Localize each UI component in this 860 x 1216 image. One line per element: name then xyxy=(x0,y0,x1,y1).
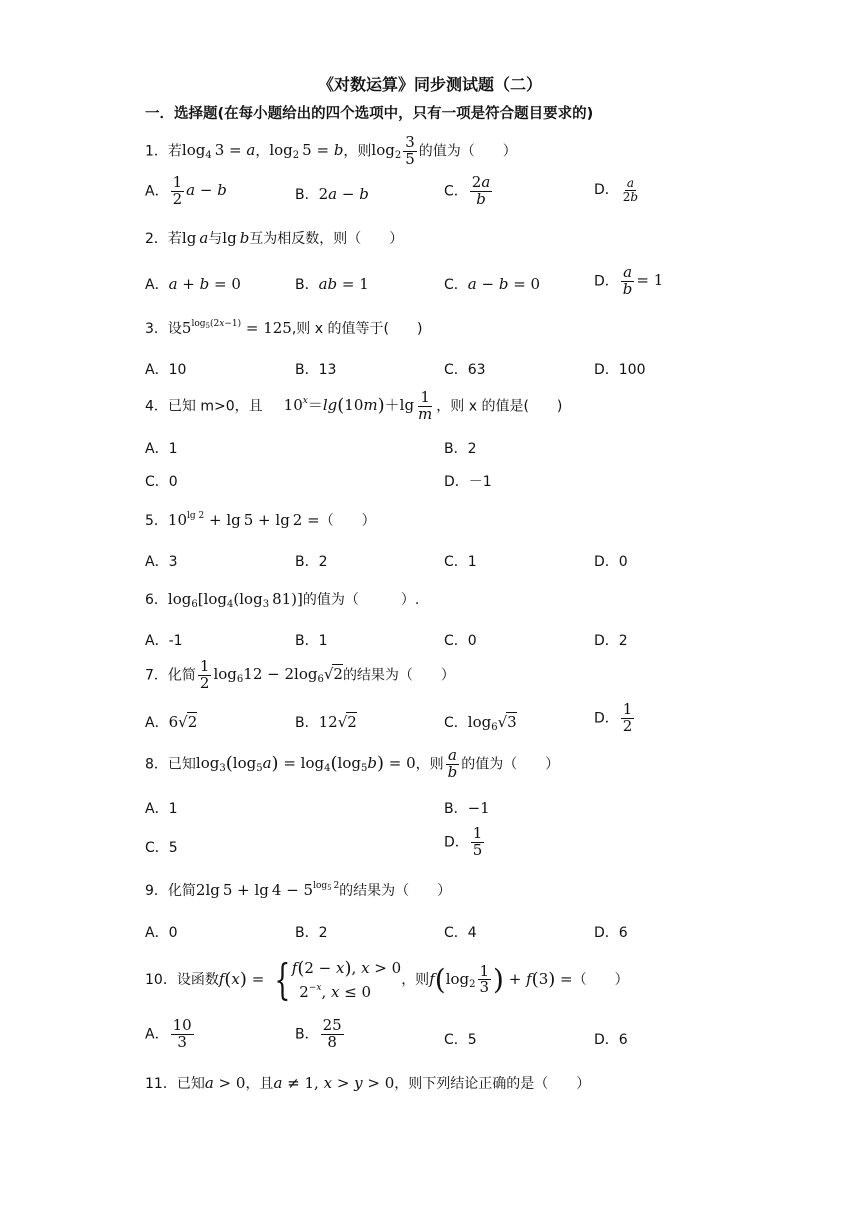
option-c: C． $\frac{2a}{b}$ xyxy=(444,173,491,208)
option-a: A．1 xyxy=(145,801,178,817)
option-b: B．1 xyxy=(295,633,328,649)
question-8: 8．已知$\log_3(\log_5a) = \log_4(\log_5b) = 0$，则 $\frac{a}{b}$ 的值为（ ） xyxy=(145,746,560,781)
option-b: B．12√2 xyxy=(295,713,357,731)
option-c: C．0 xyxy=(444,633,477,649)
option-b: B．2 xyxy=(444,441,477,457)
page-title: 《对数运算》同步测试题（二） xyxy=(317,75,542,94)
option-b: B．13 xyxy=(295,362,337,378)
question-1: 1．若$\log_4 3 = a$，$\log_2 5 = b$，则$\log_2$ $\frac{3}{5}$ 的值为（ ） xyxy=(145,133,517,168)
option-c: C．5 xyxy=(444,1032,477,1048)
question-number: 1． xyxy=(145,143,168,160)
option-a: A．10 xyxy=(145,362,187,378)
option-b: B．2 xyxy=(295,925,328,941)
option-c: C．4 xyxy=(444,925,477,941)
option-d: D． $\frac{a}{2b}$ xyxy=(594,176,639,204)
option-d: D．2 xyxy=(594,633,628,649)
option-d: D．100 xyxy=(594,362,646,378)
question-9: 9．化简2lg $5 + \lg 4 - 5^{log_5 2}$的结果为（ ） xyxy=(145,881,452,899)
option-a: A． $\frac{10}{3}$ xyxy=(145,1016,192,1051)
option-d: D．6 xyxy=(594,925,628,941)
question-2: 2．若lg a与lg b互为相反数，则（ ） xyxy=(145,229,404,247)
option-d: D． $\frac{a}{b}$ = 1 xyxy=(594,263,664,298)
option-c: C．$\log_6√3$ xyxy=(444,713,517,733)
option-a: A．1 xyxy=(145,441,178,457)
option-b: B． $\frac{25}{8}$ xyxy=(295,1016,342,1051)
option-d: D．6 xyxy=(594,1032,628,1048)
option-c: C．0 xyxy=(145,474,178,490)
option-b: B．ab = 1 xyxy=(295,275,369,293)
option-b: B．2a − b xyxy=(295,185,369,203)
option-d: D．－1 xyxy=(444,474,492,490)
option-c: C．63 xyxy=(444,362,486,378)
option-d: D． $\frac{1}{5}$ xyxy=(444,824,483,859)
question-11: 11．已知a > 0，且a ≠ 1, x > y > 0，则下列结论正确的是（ ） xyxy=(145,1074,591,1092)
question-5: 5．$10^{lg 2} + \lg 5 + \lg 2$ =（ ） xyxy=(145,511,376,529)
option-a: A．0 xyxy=(145,925,178,941)
option-c: C．1 xyxy=(444,554,477,570)
option-a: A．-1 xyxy=(145,633,183,649)
option-a: A． $\frac{1}{2}$ a − b xyxy=(145,173,227,208)
question-3: 3．设$5^{log_5(2x-1)} = 125$,则 x 的值等于( ) xyxy=(145,319,423,337)
option-c: C．a − b = 0 xyxy=(444,275,541,293)
option-c: C．5 xyxy=(145,840,178,856)
question-6: 6．$\log_6[\log_4(\log_3$ 81)]的值为（ ）. xyxy=(145,590,420,610)
option-a: A．a + b = 0 xyxy=(145,275,241,293)
option-a: A．6√2 xyxy=(145,713,198,731)
question-7: 7．化简 $\frac{1}{2}$ $\log_612 - 2\log_6√2$的结果为（ ） xyxy=(145,657,455,692)
question-10: 10．设函数f(x) = { f(2 − x), x > 0 $2^{-x}$, x ≤ 0 ，则$f(\log_2$ $\frac{1}{3}$ ) + f(3) =（ ） xyxy=(145,954,629,1004)
question-4: 4．已知 m>0，且 $10^x=\lg(10m)+\lg$ $\frac{1}{m}$ ，则 x 的值是( ) xyxy=(145,388,563,423)
option-b: B．−1 xyxy=(444,799,490,817)
section-heading: 一．选择题(在每小题给出的四个选项中，只有一项是符合题目要求的) xyxy=(145,106,594,122)
option-d: D． $\frac{1}{2}$ xyxy=(594,700,633,735)
option-a: A．3 xyxy=(145,554,178,570)
option-d: D．0 xyxy=(594,554,628,570)
option-b: B．2 xyxy=(295,554,328,570)
